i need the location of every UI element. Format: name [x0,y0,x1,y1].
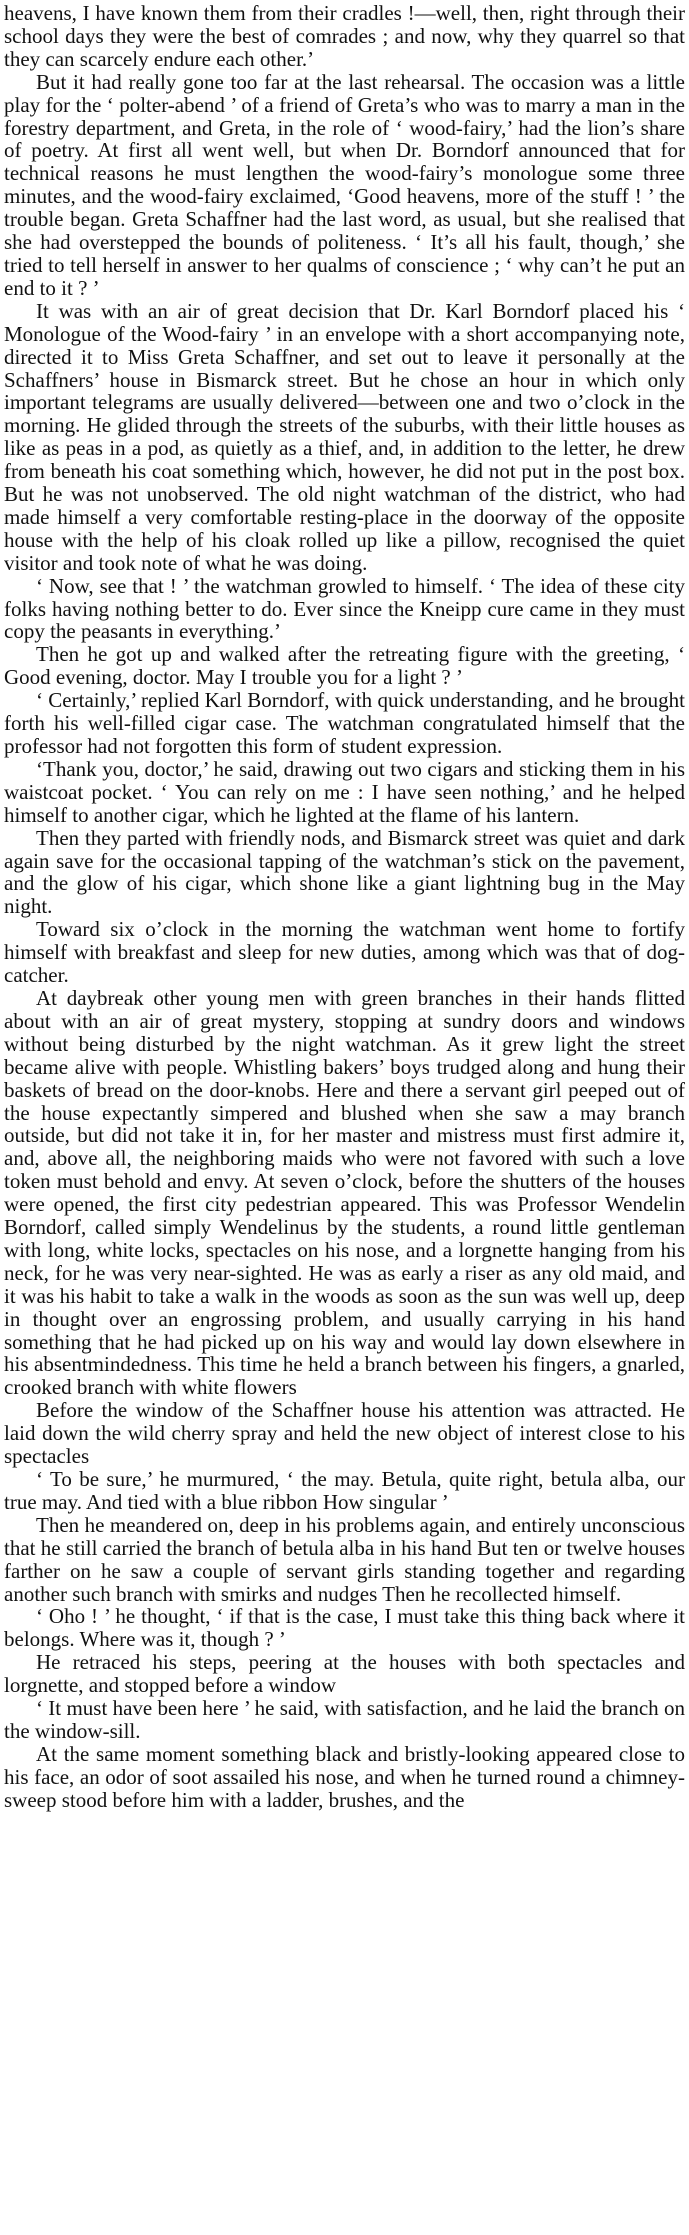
paragraph: At daybreak other young men with green branches in their hands flitted about with an air of great mystery, stopping at sundry doors and windows without being disturbed by the night watchman. As it grew light the street became alive with people. Whistling bakers’ boys trudged along and hung their baskets of bread on the door-knobs. Here and there a servant girl peeped out of the house expectantly simpered and blushed when she saw a may branch outside, but did not take it in, for her master and mistress must first admire it, and, above all, the neighboring maids who were not favored with such a love token must behold and envy. At seven o’clock, before the shutters of the houses were opened, the first city pedestrian appeared. This was Professor Wendelin Borndorf, called simply Wendelinus by the students, a round little gentleman with long, white locks, spectacles on his nose, and a lorgnette hanging from his neck, for he was very near-sighted. He was as early a riser as any old maid, and it was his habit to take a walk in the woods as soon as the sun was well up, deep in thought over an engrossing problem, and usually carrying in his hand something that he had picked up on his way and would lay down elsewhere in his absentmindedness. This time he held a branch between his fingers, a gnarled, crooked branch with white flowers [4,985,685,1400]
paragraph: ‘Thank you, doctor,’ he said, drawing out two cigars and sticking them in his waistcoat pocket. ‘ You can rely on me : I have seen nothing,’ and he helped himself to another cigar, which he lighted at the flame of his lantern. [4,756,685,827]
paragraph: ‘ Now, see that ! ’ the watchman growled to himself. ‘ The idea of these city folks having nothing better to do. Ever since the Kneipp cure came in they must copy the peasants in everything.’ [4,573,685,644]
paragraph: He retraced his steps, peering at the houses with both spectacles and lorgnette, and stopped before a window [4,1650,685,1698]
paragraph: Then he got up and walked after the retreating figure with the greeting, ‘ Good evening, doctor. May I trouble you for a light ? ’ [4,642,685,690]
paragraph: ‘ Certainly,’ replied Karl Borndorf, with quick understanding, and he brought forth his well-filled cigar case. The watchman congratulated himself that the professor had not forgotten this form of student expression. [4,688,685,758]
paragraph: Toward six o’clock in the morning the watchman went home to fortify himself with breakfast and sleep for new duties, among which was that of dog-catcher. [4,917,685,988]
paragraph: But it had really gone too far at the last rehearsal. The occasion was a little play for the ‘ polter-abend ’ of a friend of Greta’s who was to marry a man in the forestry department, and Greta, in the role of ‘ wood-fairy,’ had the lion’s share of poetry. At first all went well, but when Dr. Borndorf announced that for technical reasons he must lengthen the wood-fairy’s monologue some three minutes, and the wood-fairy exclaimed, ‘Good heavens, more of the stuff ! ’ the trouble began. Greta Schaffner had the last word, as usual, but she realised that she had overstepped the bounds of politeness. ‘ It’s all his fault, though,’ she tried to tell herself in answer to her qualms of conscience ; ‘ why can’t he put an end to it ? ’ [4,69,685,300]
paragraph: heavens, I have known them from their cradles !—well, then, right through their school days they were the best of comrades ; and now, why they quarrel so that they can scarcely endure each other.’ [4,1,685,71]
paragraph: Then he meandered on, deep in his problems again, and entirely unconscious that he still carried the branch of betula alba in his hand But ten or twelve houses farther on he saw a couple of servant girls standing together and regarding another such branch with smirks and nudges Then he recollected himself. [4,1512,685,1606]
paragraph: Before the window of the Schaffner house his attention was attracted. He laid down the wild cherry spray and held the new object of interest close to his spectacles [4,1398,685,1469]
paragraph: ‘ To be sure,’ he murmured, ‘ the may. Betula, quite right, betula alba, our true may. And tied with a blue ribbon How singular ’ [4,1467,685,1514]
paragraph: It was with an air of great decision that Dr. Karl Borndorf placed his ‘ Monologue of the Wood-fairy ’ in an envelope with a short accompanying note, directed it to Miss Greta Schaffner, and set out to leave it personally at the Schaffners’ house in Bismarck street. But he chose an hour in which only important telegrams are usually delivered—between one and two o’clock in the morning. He glided through the streets of the suburbs, with their little houses as like as peas in a pod, as quietly as a thief, and, in addition to the letter, he drew from beneath his coat something which, however, he did not put in the post box. But he was not unobserved. The old night watchman of the district, who had made himself a very comfortable resting-place in the doorway of the opposite house with the help of his cloak rolled up like a pillow, recognised the quiet visitor and took note of what he was doing. [4,298,685,575]
paragraph: ‘ Oho ! ’ he thought, ‘ if that is the case, I must take this thing back where it belongs. Where was it, though ? ’ [4,1604,685,1652]
paragraph: Then they parted with friendly nods, and Bismarck street was quiet and dark again save for the occasional tapping of the watchman’s stick on the pavement, and the glow of his cigar, which shone like a giant lightning bug in the May night. [4,825,685,919]
paragraph: At the same moment something black and bristly-looking appeared close to his face, an odor of soot assailed his nose, and when he turned round a chimney-sweep stood before him with a ladder, brushes, and the [4,1741,685,1812]
paragraph: ‘ It must have been here ’ he said, with satisfaction, and he laid the branch on the window-sill. [4,1696,685,1743]
